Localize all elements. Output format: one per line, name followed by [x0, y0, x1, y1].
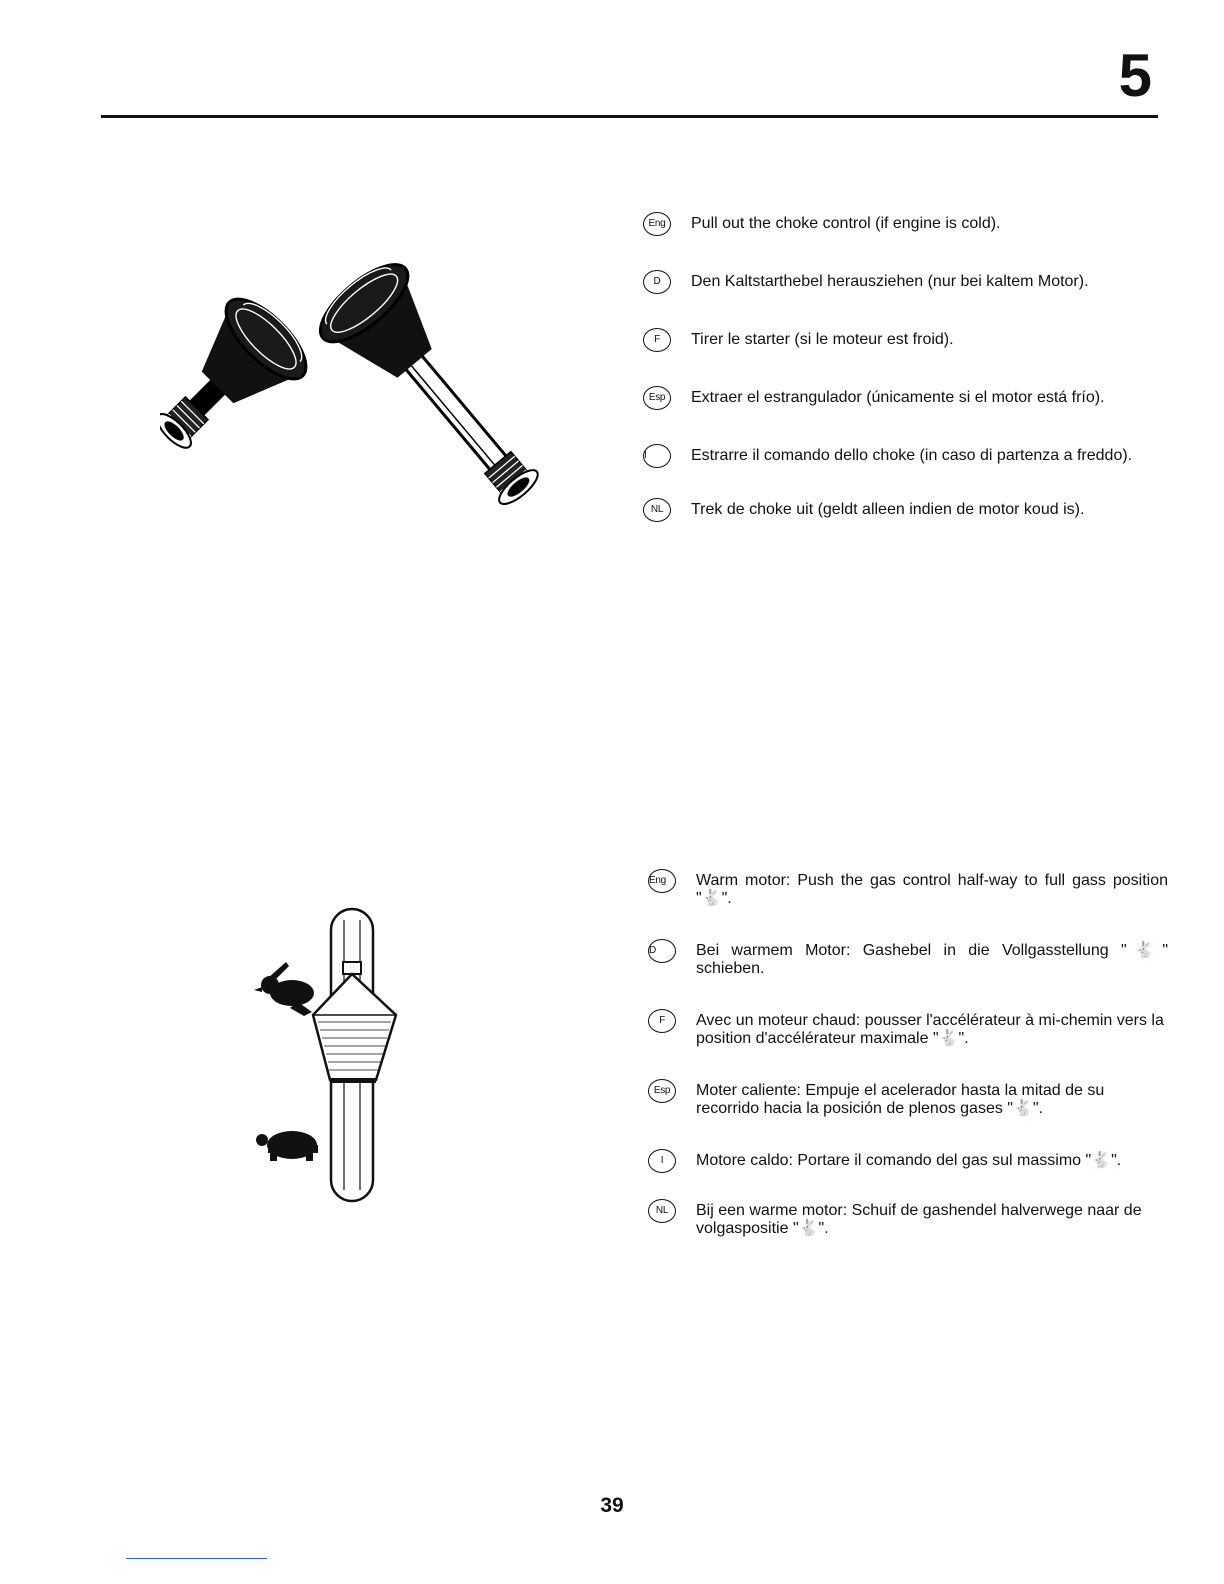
throttle-handle [313, 962, 396, 1083]
throttle-instruction-nl [648, 1202, 1168, 1238]
instruction-text: Tirer le starter (si le moteur est froid). [691, 331, 954, 348]
instruction-text: Bei warmem Motor: Gashebel in die Vollgasstellung " [696, 942, 1127, 959]
instruction-text-end: ". [1111, 1152, 1122, 1169]
language-badge-esp: Esp [643, 386, 671, 410]
page-number: 39 [600, 1494, 624, 1517]
instruction-text: Trek de choke uit (geldt alleen indien de motor koud is). [691, 501, 1085, 518]
hare-icon: 🐇 [798, 1220, 819, 1237]
instruction-text-end: ". [1032, 1100, 1044, 1117]
instruction-text: Extraer el estrangulador (únicamente si el motor está frío). [691, 389, 1105, 406]
hare-icon: 🐇 [1091, 1152, 1112, 1169]
throttle-instruction-esp [648, 1082, 1168, 1118]
throttle-instructions [648, 872, 1168, 1272]
language-badge-esp: Esp [648, 1079, 676, 1103]
hare-icon: 🐇 [938, 1030, 959, 1047]
instruction-text-end: ". [721, 890, 732, 907]
tortoise-icon [256, 1131, 318, 1161]
choke-instructions [643, 215, 1163, 559]
choke-knob-pulled-out [309, 255, 566, 515]
choke-instruction-i [643, 447, 1163, 465]
throttle-instruction-eng [648, 872, 1168, 908]
language-badge-d: D [648, 939, 676, 963]
instruction-text: Pull out the choke control (if engine is cold). [691, 215, 1001, 232]
instruction-text-end: ". [958, 1030, 969, 1047]
instruction-text: Avec un moteur chaud: pousser l'accélérateur à mi-chemin vers la position d'accélérateur maximale " [696, 1012, 1164, 1047]
language-badge-i: I [648, 1149, 676, 1173]
hare-icon [254, 962, 314, 1016]
language-badge-nl: NL [648, 1199, 676, 1223]
language-badge-eng: Eng [643, 212, 671, 236]
instruction-text-end: ". [818, 1220, 829, 1237]
choke-instruction-esp [643, 389, 1163, 407]
choke-knob-pushed-in [160, 287, 318, 474]
instruction-text: Warm motor: Push the gas control half-way to full gass position " [696, 872, 1168, 907]
instruction-text: Bij een warme motor: Schuif de gashendel halverwege naar de volgaspositie " [696, 1202, 1142, 1237]
choke-instruction-f [643, 331, 1163, 349]
choke-instruction-nl [643, 501, 1163, 519]
instruction-text: Estrarre il comando dello choke (in caso di partenza a freddo). [691, 447, 1133, 464]
language-badge-nl: NL [643, 498, 671, 522]
choke-instruction-eng [643, 215, 1163, 233]
instruction-text: Motore caldo: Portare il comando del gas sul massimo " [696, 1152, 1092, 1169]
language-badge-eng: Eng [648, 869, 676, 893]
hare-icon: 🐇 [701, 890, 722, 907]
chapter-number: 5 [1118, 42, 1152, 109]
language-badge-f: F [648, 1009, 676, 1033]
language-badge-d: D [643, 270, 671, 294]
throttle-instruction-f [648, 1012, 1168, 1048]
throttle-lever-illustration [240, 890, 440, 1220]
language-badge-i: I [643, 444, 671, 468]
instruction-text: Moter caliente: Empuje el acelerador hasta la mitad de su recorrido hacia la posición de plenos gases " [696, 1082, 1105, 1117]
header-rule [101, 115, 1158, 118]
language-badge-f: F [643, 328, 671, 352]
instruction-text: Den Kaltstarthebel herausziehen (nur bei kaltem Motor). [691, 273, 1089, 290]
throttle-instruction-d [648, 942, 1168, 978]
hare-icon: 🐇 [1126, 942, 1163, 959]
footer-link-underline [126, 1558, 267, 1559]
hare-icon: 🐇 [1012, 1100, 1033, 1117]
throttle-instruction-i [648, 1152, 1168, 1170]
choke-instruction-d [643, 273, 1163, 291]
choke-knobs-illustration [160, 255, 580, 515]
instruction-text-end: " schieben. [696, 942, 1169, 977]
